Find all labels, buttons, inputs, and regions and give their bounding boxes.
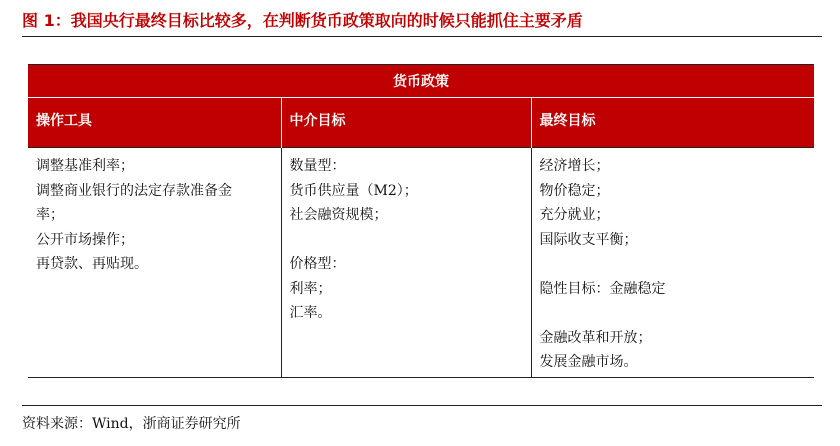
monetary-policy-table [28, 64, 814, 378]
source-divider [22, 405, 822, 406]
final-line: 经济增长； [539, 158, 610, 174]
title-divider [22, 36, 822, 37]
intermediate-line: 价格型： [289, 256, 346, 272]
cell-tools [28, 148, 281, 378]
table-top-header: 货币政策 [28, 65, 814, 98]
tools-line: 再贷款、再贴现。 [36, 256, 148, 272]
final-spacer [540, 301, 811, 326]
intermediate-line: 货币供应量（M2）； [289, 182, 418, 199]
tools-line: 调整商业银行的法定存款准备金 [36, 182, 232, 199]
final-line: 充分就业； [539, 207, 610, 223]
table-column-header-row [28, 98, 814, 148]
intermediate-line: 汇率。 [289, 305, 332, 321]
intermediate-spacer [290, 228, 527, 253]
final-line: 金融改革和开放； [539, 329, 652, 346]
tools-line: 率； [36, 207, 64, 223]
final-line: 国际收支平衡； [539, 231, 638, 248]
table-top-header-row [28, 65, 814, 98]
cell-final-targets [531, 148, 814, 378]
tools-line: 调整基准利率； [36, 158, 134, 174]
final-line: 物价稳定； [539, 182, 610, 199]
column-header-tools: 操作工具 [28, 98, 281, 148]
cell-intermediate-targets [281, 148, 531, 378]
source-note: 资料来源：Wind，浙商证券研究所 [22, 416, 241, 432]
intermediate-line: 社会融资规模； [289, 207, 388, 223]
final-line: 隐性目标：金融稳定 [539, 280, 666, 297]
final-spacer [540, 252, 811, 277]
final-line: 发展金融市场。 [539, 354, 638, 370]
column-header-final-targets: 最终目标 [531, 98, 814, 148]
intermediate-line: 利率； [289, 280, 332, 297]
figure-title: 图 1：我国央行最终目标比较多，在判断货币政策取向的时候只能抓住主要矛盾 [22, 11, 583, 30]
column-header-intermediate-targets: 中介目标 [281, 98, 531, 148]
tools-line: 公开市场操作； [36, 231, 134, 248]
intermediate-line: 数量型： [289, 158, 346, 174]
table-body-row [28, 148, 814, 378]
